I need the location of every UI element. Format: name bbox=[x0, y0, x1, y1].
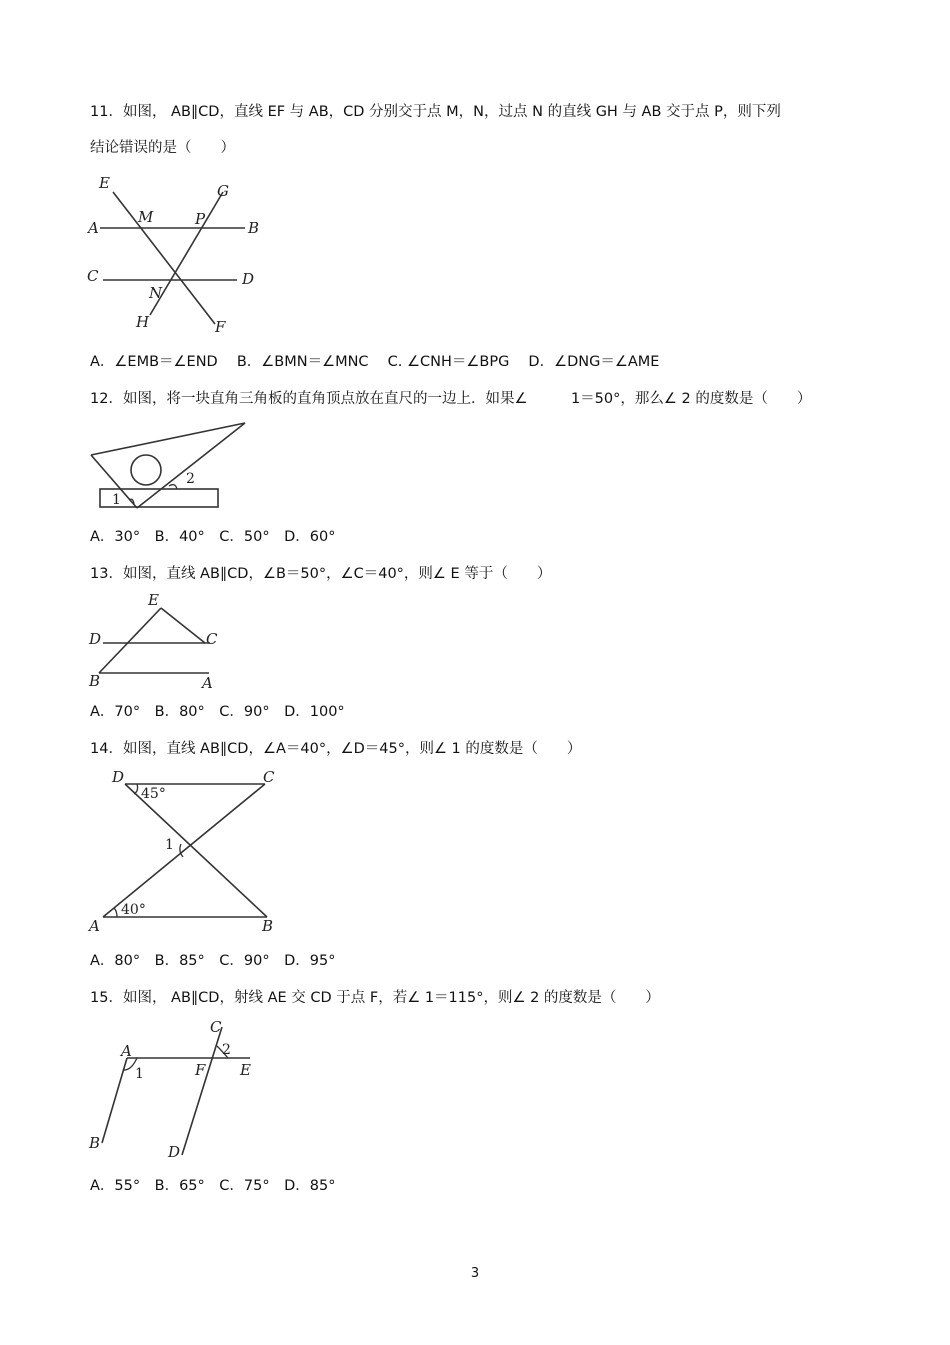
q14-arc-1 bbox=[180, 844, 183, 857]
q14-label-1: 1 bbox=[165, 837, 174, 853]
q13-label-d: D bbox=[89, 630, 102, 648]
q15-line-ab bbox=[102, 1058, 127, 1143]
q15-label-f: F bbox=[195, 1061, 206, 1079]
q11-label-a: A bbox=[88, 219, 99, 237]
q15-options: A．55° B．65° C．75° D．85° bbox=[90, 1178, 336, 1194]
q15-label-b: B bbox=[89, 1134, 101, 1152]
q11-label-g: G bbox=[217, 182, 229, 200]
q14-arc-40 bbox=[114, 908, 117, 917]
q11-figure bbox=[85, 172, 285, 337]
q12-stem-line1: 12．如图，将一块直角三角板的直角顶点放在直尺的一边上．如果∠ 1＝50°，那么∠ 2 的度数是（ ） bbox=[90, 391, 812, 407]
q12-label-1: 1 bbox=[112, 492, 121, 508]
q14-label-45: 45° bbox=[141, 786, 166, 802]
q15-label-1: 1 bbox=[135, 1066, 144, 1082]
q13-diagram bbox=[85, 590, 235, 690]
q15-diagram bbox=[85, 1015, 265, 1165]
q14-line-ca bbox=[103, 784, 265, 917]
q15-line-cd bbox=[182, 1027, 222, 1155]
q14-label-b: B bbox=[262, 917, 274, 935]
q12-triangle-top bbox=[91, 423, 245, 455]
q11-stem-line2: 结论错误的是（ ） bbox=[90, 140, 235, 156]
q13-line-be bbox=[99, 608, 161, 673]
q11-stem-line1: 11．如图， AB∥CD，直线 EF 与 AB，CD 分别交于点 M，N，过点 N 的直线 GH 与 AB 交于点 P，则下列 bbox=[90, 104, 781, 120]
q11-label-p: P bbox=[195, 210, 206, 228]
q11-diagram bbox=[85, 172, 285, 337]
q12-figure bbox=[85, 418, 255, 513]
q12-circle bbox=[131, 455, 161, 485]
q12-triangle-right bbox=[137, 423, 245, 508]
q14-figure bbox=[85, 765, 285, 940]
q12-diagram bbox=[85, 418, 255, 513]
q12-label-2: 2 bbox=[186, 471, 195, 487]
q11-label-d: D bbox=[242, 270, 255, 288]
q14-line-db bbox=[125, 784, 267, 917]
q13-label-c: C bbox=[206, 630, 218, 648]
q12-options: A．30° B．40° C．50° D．60° bbox=[90, 529, 336, 545]
q11-label-f: F bbox=[215, 318, 226, 336]
q13-figure bbox=[85, 590, 235, 690]
q13-line-ec bbox=[161, 608, 205, 643]
q14-label-a: A bbox=[89, 917, 100, 935]
q15-label-a: A bbox=[121, 1042, 132, 1060]
q15-label-d: D bbox=[168, 1143, 181, 1161]
q13-label-a: A bbox=[202, 674, 213, 692]
q13-label-e: E bbox=[148, 591, 159, 609]
q15-label-c: C bbox=[210, 1018, 222, 1036]
q14-diagram bbox=[85, 765, 285, 940]
q14-stem-line1: 14．如图，直线 AB∥CD，∠A＝40°，∠D＝45°，则∠ 1 的度数是（ ） bbox=[90, 741, 582, 757]
q11-label-h: H bbox=[136, 313, 150, 331]
q15-label-2: 2 bbox=[222, 1042, 231, 1058]
q15-stem-line1: 15．如图， AB∥CD，射线 AE 交 CD 于点 F，若∠ 1＝115°，则∠ 2 的度数是（ ） bbox=[90, 990, 660, 1006]
page-number: 3 bbox=[470, 1266, 480, 1281]
q14-label-40: 40° bbox=[121, 902, 146, 918]
q11-label-c: C bbox=[87, 267, 99, 285]
q11-label-m: M bbox=[138, 208, 154, 226]
q15-figure bbox=[85, 1015, 265, 1165]
q15-label-e: E bbox=[240, 1061, 251, 1079]
q13-label-b: B bbox=[89, 672, 101, 690]
q11-options: A．∠EMB＝∠END B．∠BMN＝∠MNC C. ∠CNH＝∠BPG D．∠DNG＝∠AME bbox=[90, 354, 660, 370]
q14-label-d: D bbox=[112, 768, 125, 786]
q13-stem-line1: 13．如图，直线 AB∥CD，∠B＝50°，∠C＝40°，则∠ E 等于（ ） bbox=[90, 566, 552, 582]
q11-label-e: E bbox=[99, 174, 110, 192]
q11-label-b: B bbox=[248, 219, 260, 237]
q13-options: A．70° B．80° C．90° D．100° bbox=[90, 704, 345, 720]
q11-label-n: N bbox=[149, 284, 163, 302]
q14-label-c: C bbox=[263, 768, 275, 786]
q14-options: A．80° B．85° C．90° D．95° bbox=[90, 953, 336, 969]
